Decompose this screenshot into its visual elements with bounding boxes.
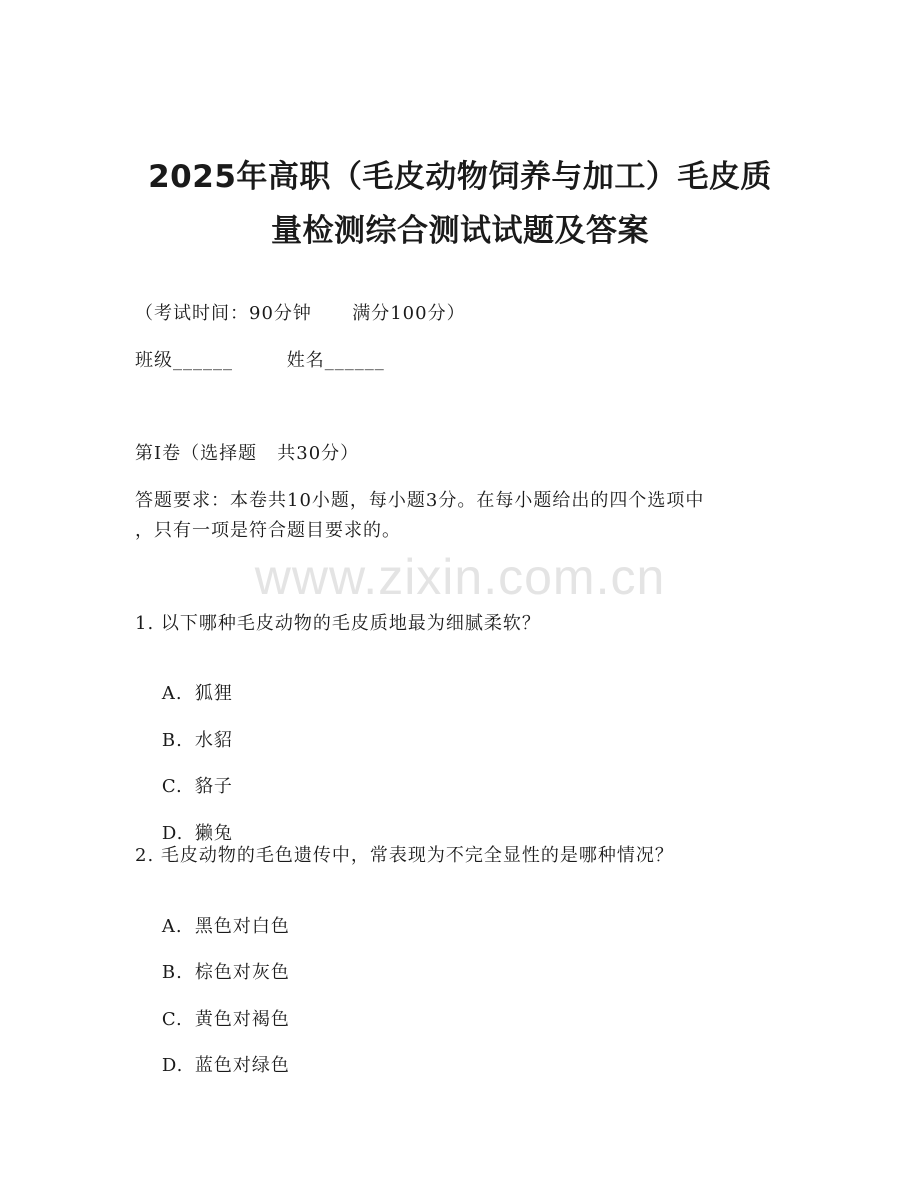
question-2-stem: 2. 毛皮动物的毛色遗传中，常表现为不完全显性的是哪种情况？ — [135, 845, 674, 866]
section-heading: 第I卷（选择题 共30分） — [135, 443, 360, 464]
title-line-1: 2025年高职（毛皮动物饲养与加工）毛皮质 — [148, 159, 772, 195]
question-2-option-d — [135, 1030, 290, 1102]
option-text: 黄色对褐色 — [194, 1009, 290, 1030]
option-text: 黑色对白色 — [194, 916, 290, 937]
class-name-fields: 班级______ 姓名______ — [135, 350, 385, 371]
option-letter: A. — [161, 683, 183, 704]
question-1-stem: 1. 以下哪种毛皮动物的毛皮质地最为细腻柔软？ — [135, 613, 541, 634]
watermark: www.zixin.com.cn — [254, 549, 666, 605]
option-letter: C. — [161, 1009, 183, 1030]
option-text: 貉子 — [194, 776, 233, 797]
option-letter: A. — [161, 916, 183, 937]
option-text: 獭兔 — [194, 823, 233, 844]
option-letter: B. — [161, 962, 183, 983]
option-text: 棕色对灰色 — [194, 962, 290, 983]
instructions-line-2: ，只有一项是符合题目要求的。 — [135, 520, 401, 541]
option-letter: B. — [161, 730, 183, 751]
instructions-line-1: 答题要求：本卷共10小题，每小题3分。在每小题给出的四个选项中 — [135, 490, 705, 511]
option-letter: D. — [161, 1055, 184, 1076]
option-text: 水貂 — [194, 730, 233, 751]
document-title — [100, 150, 820, 258]
option-letter: C. — [161, 776, 183, 797]
exam-info: （考试时间：90分钟 满分100分） — [135, 303, 466, 324]
title-line-2: 量检测综合测试试题及答案 — [271, 213, 649, 249]
option-letter: D. — [161, 823, 184, 844]
option-text: 狐狸 — [194, 683, 233, 704]
option-text: 蓝色对绿色 — [194, 1055, 290, 1076]
